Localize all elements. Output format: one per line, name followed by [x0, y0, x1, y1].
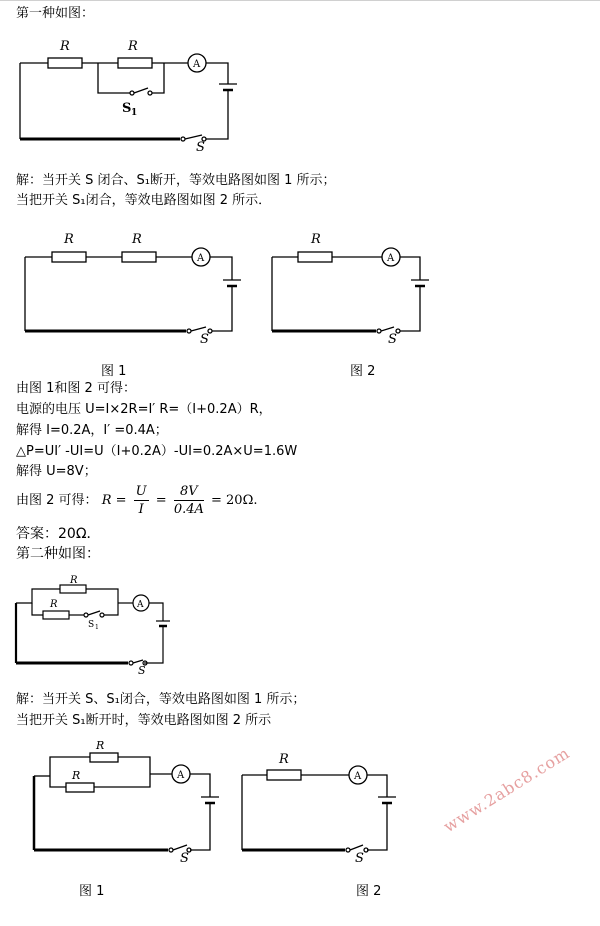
resistor-label: R: [128, 39, 138, 54]
fraction-8v-over-04a: $\frac{8V}{0.4A}$: [173, 484, 204, 517]
ammeter-label: A: [177, 770, 185, 781]
section1-heading: 第一种如图：: [16, 6, 95, 21]
resistor-label: R: [60, 39, 70, 54]
ammeter-label: A: [354, 771, 362, 782]
switch-s-label: S: [138, 664, 146, 677]
resistor-label: R: [279, 752, 289, 767]
watermark: www.2abc8.com: [440, 743, 574, 837]
switch-s-label: S: [355, 851, 364, 866]
derive-line5: 解得 U=8V；: [16, 464, 97, 479]
resistor-label: R: [72, 769, 81, 782]
switch-s-label: S: [180, 851, 189, 866]
circuit-diagram-2: [0, 575, 200, 675]
resistor-label: R: [132, 232, 142, 247]
circuit-figure-1: [0, 228, 260, 348]
circuit-figure-1-section2: [0, 735, 240, 865]
figure-1-caption: 图 1: [101, 364, 127, 379]
switch-s1-label: S: [88, 620, 95, 630]
ammeter-label: A: [137, 600, 144, 610]
figure-1-caption-section2: 图 1: [79, 884, 105, 899]
resistor-label: R: [64, 232, 74, 247]
switch-s-label: S: [196, 140, 205, 155]
resistor-label: R: [96, 739, 105, 752]
formula-line: 由图 2 可得： R = $\frac{U}{I}$ = $\frac{8V}{0.4A}$ = 20Ω.: [16, 484, 258, 517]
circuit-figure-2: [260, 228, 440, 348]
section1-solution-line2: 当把开关 S₁闭合，等效电路图如图 2 所示．: [16, 193, 272, 208]
figure-2-caption: 图 2: [350, 364, 376, 379]
resistor-label: R: [50, 599, 58, 610]
derive-line2: 电源的电压 U=I×2R=I′ R=（I+0.2A）R，: [16, 402, 272, 417]
derive-line4: △P=UI′ -UI=U（I+0.2A）-UI=0.2A×U=1.6W: [16, 444, 298, 459]
answer-line: 答案：20Ω．: [16, 526, 101, 542]
ammeter-label: A: [197, 253, 205, 264]
section2-heading: 第二种如图：: [16, 546, 100, 562]
switch-s-label: S: [200, 332, 209, 347]
resistor-label: R: [311, 232, 321, 247]
circuit-diagram-1: [0, 30, 260, 155]
top-border: [0, 0, 600, 1]
section1-solution-line1: 解：当开关 S 闭合、S₁断开，等效电路图如图 1 所示；: [16, 173, 336, 188]
svg-text:1: 1: [95, 624, 99, 631]
ammeter-label: A: [193, 59, 201, 70]
switch-s-label: S: [388, 332, 397, 347]
svg-text:1: 1: [131, 108, 138, 118]
section2-solution-line2: 当把开关 S₁断开时，等效电路图如图 2 所示: [16, 713, 272, 728]
figure-2-caption-section2: 图 2: [356, 884, 382, 899]
section2-solution-line1: 解：当开关 S、S₁闭合，等效电路图如图 1 所示；: [16, 692, 306, 707]
derive-line3: 解得 I=0.2A，I′ =0.4A；: [16, 423, 168, 438]
fraction-u-over-i: $\frac{U}{I}$: [135, 484, 147, 517]
resistor-label: R: [70, 575, 78, 586]
ammeter-label: A: [387, 253, 395, 264]
switch-s1-label: S: [122, 101, 132, 116]
derive-line1: 由图 1和图 2 可得：: [16, 381, 136, 396]
circuit-figure-2-section2: [235, 735, 415, 865]
